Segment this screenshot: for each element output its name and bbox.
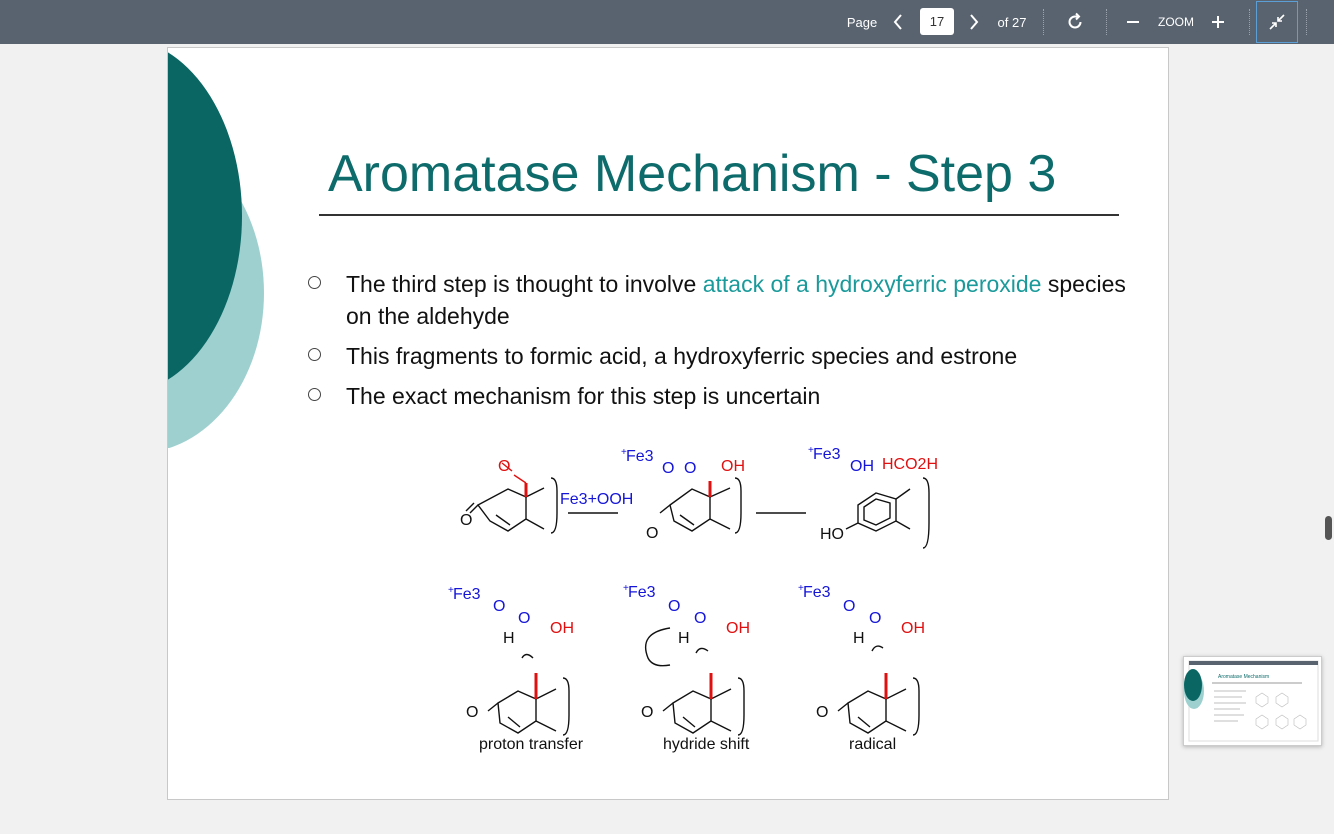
thumbnail-preview [1184, 657, 1322, 746]
oxygen-label: O [493, 598, 506, 615]
fe3-label: Fe3 [626, 448, 654, 465]
prev-page-button[interactable] [887, 0, 909, 44]
reagent-label: Fe3+OOH [560, 491, 634, 508]
bullet-list [308, 268, 1148, 420]
zoom-in-button[interactable] [1207, 0, 1229, 44]
bullet-item [308, 380, 1148, 412]
fe3-label: Fe3 [803, 584, 831, 601]
chevron-right-icon [968, 14, 980, 30]
page-thumbnail[interactable] [1183, 656, 1322, 746]
page-count: of 27 [997, 14, 1027, 30]
oxygen-label: O [460, 512, 473, 529]
fe3-label: Fe3 [813, 446, 841, 463]
rotate-icon [1065, 12, 1085, 32]
bullet-highlight: attack of a hydroxyferric peroxide [702, 271, 1042, 297]
plus-label: + [623, 583, 629, 594]
slide-page [167, 47, 1169, 800]
minus-icon [1126, 15, 1140, 29]
oh-label: OH [850, 458, 874, 475]
bullet-circle-icon [308, 276, 321, 289]
plus-label: + [621, 447, 627, 458]
rotate-button[interactable] [1061, 0, 1089, 44]
bullet-item [308, 340, 1148, 372]
oxygen-label: O [498, 458, 511, 475]
page-number-input[interactable]: 17 [920, 8, 954, 35]
separator [1106, 9, 1107, 35]
oxygen-label: O [869, 610, 882, 627]
bullet-item [308, 268, 1148, 332]
plus-label: + [448, 585, 454, 596]
slide-title: Aromatase Mechanism - Step 3 [328, 145, 1057, 203]
oxygen-label: O [684, 460, 697, 477]
oxygen-label: O [646, 525, 659, 542]
mechanism-label-hydride-shift: hydride shift [663, 736, 750, 753]
oh-label: OH [726, 620, 750, 637]
fe3-label: Fe3 [628, 584, 656, 601]
zoom-label: ZOOM [1158, 15, 1194, 29]
bullet-circle-icon [308, 388, 321, 401]
hydrogen-label: H [678, 630, 690, 647]
collapse-arrows-icon [1268, 13, 1286, 31]
formic-acid-label: HCO2H [882, 456, 939, 473]
zoom-out-button[interactable] [1122, 0, 1144, 44]
page-label: Page [846, 14, 878, 30]
bullet-circle-icon [308, 348, 321, 361]
mechanism-label-proton-transfer: proton transfer [479, 736, 584, 753]
chevron-left-icon [892, 14, 904, 30]
next-page-button[interactable] [963, 0, 985, 44]
scrollbar-handle[interactable] [1325, 516, 1332, 540]
oxygen-label: O [518, 610, 531, 627]
reaction-scheme [438, 433, 958, 763]
hydrogen-label: H [853, 630, 865, 647]
separator [1306, 9, 1307, 35]
oxygen-label: O [694, 610, 707, 627]
oh-label: OH [901, 620, 925, 637]
oxygen-label: O [816, 704, 829, 721]
bullet-text: The exact mechanism for this step is uncertain [346, 383, 821, 409]
toolbar [0, 0, 1334, 44]
hydrogen-label: H [503, 630, 515, 647]
plus-label: + [798, 583, 804, 594]
oxygen-label: O [843, 598, 856, 615]
oxygen-label: O [466, 704, 479, 721]
exit-fullscreen-button[interactable] [1256, 1, 1298, 43]
fe3-label: Fe3 [453, 586, 481, 603]
bullet-text: species on the aldehyde [346, 271, 1126, 329]
oh-label: OH [721, 458, 745, 475]
oh-label: OH [550, 620, 574, 637]
bullet-text: The third step is thought to involve [346, 271, 703, 297]
thumbnail-title: Aromatase Mechanism [1218, 674, 1270, 680]
plus-label: + [808, 445, 814, 456]
slide-decoration [168, 48, 278, 448]
oxygen-label: O [668, 598, 681, 615]
ho-label: HO [820, 526, 844, 543]
title-divider [319, 214, 1119, 216]
bullet-text: This fragments to formic acid, a hydroxyferric species and estrone [346, 343, 1018, 369]
oxygen-label: O [662, 460, 675, 477]
oxygen-label: O [641, 704, 654, 721]
plus-icon [1211, 15, 1225, 29]
separator [1249, 9, 1250, 35]
separator [1043, 9, 1044, 35]
mechanism-label-radical: radical [849, 736, 897, 753]
